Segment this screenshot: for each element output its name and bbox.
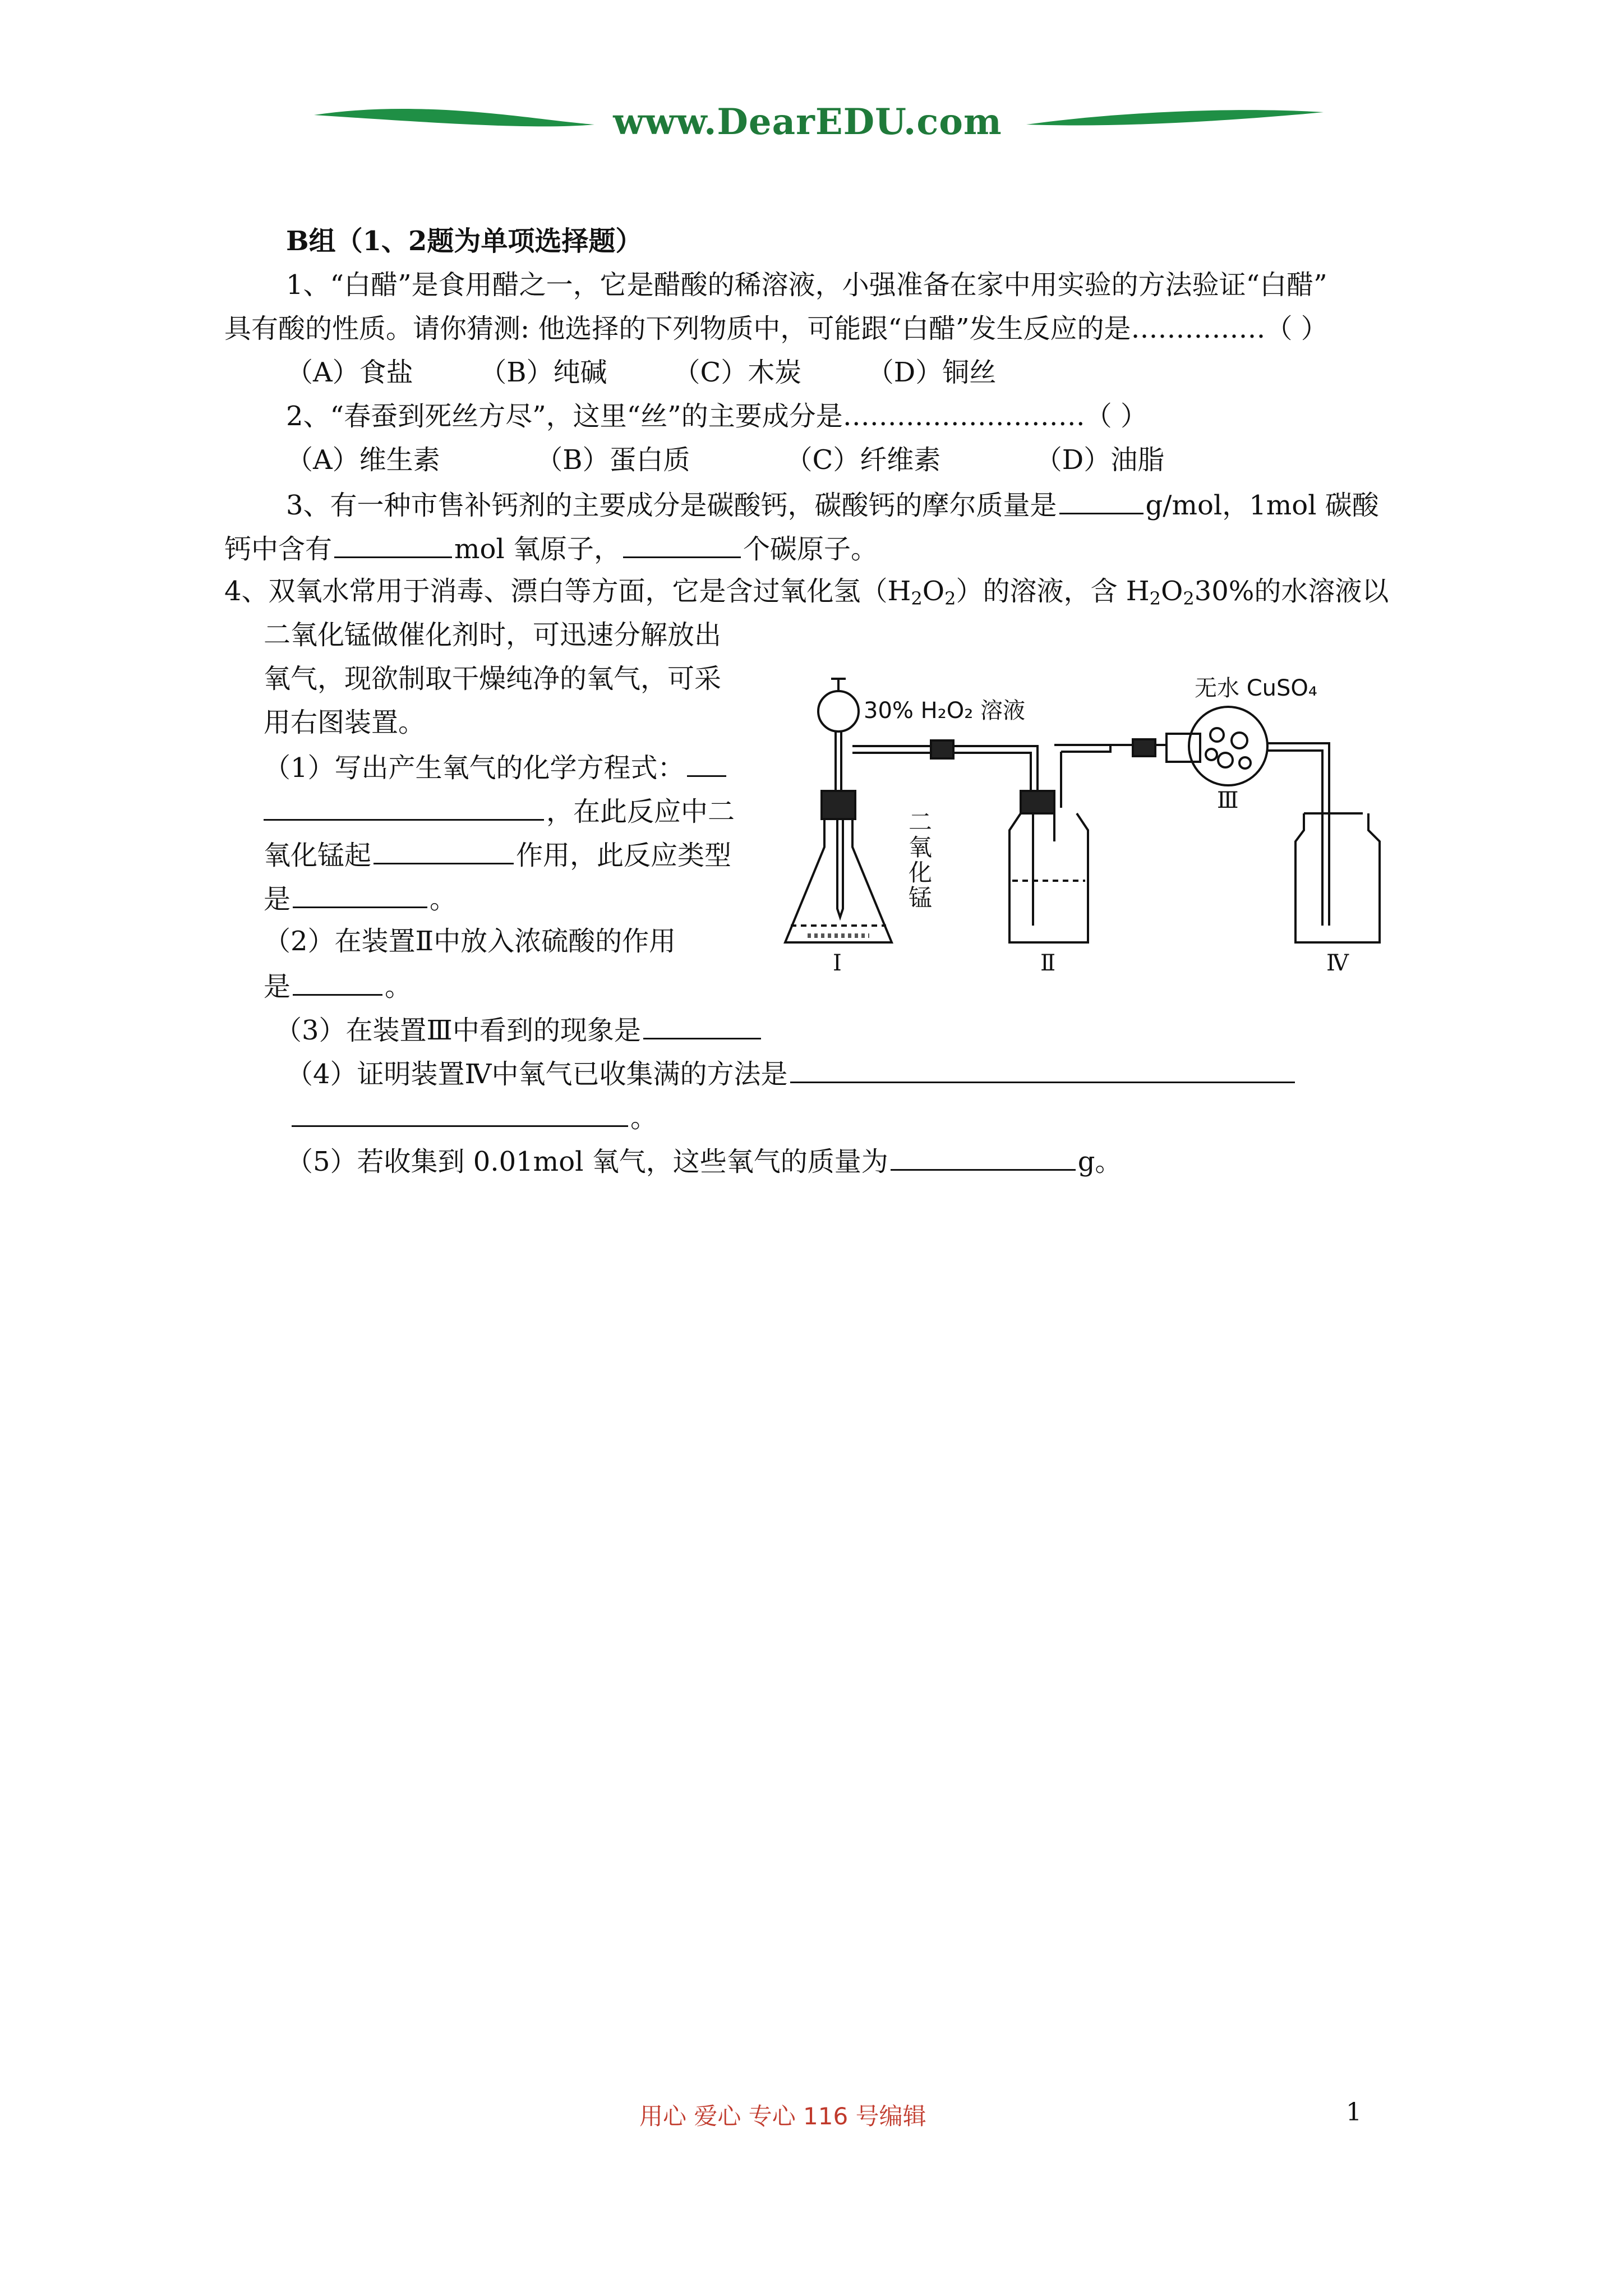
q1-option-b: （B）纯碱 xyxy=(479,357,607,388)
logo-swoosh-left xyxy=(314,109,594,126)
q2-option-d: （D）油脂 xyxy=(1035,444,1165,476)
q4-line3: 氧气，现欲制取干燥纯净的氧气，可采 xyxy=(264,663,722,694)
q4-line4: 用右图装置。 xyxy=(264,707,426,738)
tube-joint-2 xyxy=(1133,739,1155,756)
q1-option-c: （C）木炭 xyxy=(673,357,802,388)
q4-s2-line2 xyxy=(264,968,412,1004)
q4-s2-text-b: 是 xyxy=(264,971,291,1002)
q4-intro-c: ）的溶液，含 H xyxy=(956,576,1150,607)
q3-text-5: 个碳原子。 xyxy=(743,533,878,565)
device-4-collection-bottle xyxy=(1295,813,1380,942)
q2-line1: 2、“春蚕到死丝方尽”，这里“丝”的主要成分是………………………（ ） xyxy=(286,401,1147,432)
q4-s2-line1: （2）在装置Ⅱ中放入浓硫酸的作用 xyxy=(264,926,676,957)
label-h2o2-solution: 30% H₂O₂ 溶液 xyxy=(864,698,1025,724)
q1-option-d: （D）铜丝 xyxy=(866,357,997,388)
q1-options xyxy=(286,356,996,389)
q4-s1-blank-role[interactable] xyxy=(374,837,514,864)
q4-s1-text-e: 是 xyxy=(264,884,291,915)
header-logo xyxy=(0,0,1623,168)
label-mno2-2: 氧 xyxy=(909,834,933,861)
q4-intro xyxy=(224,574,1389,615)
q3-blank-oxygen-atoms[interactable] xyxy=(334,531,452,558)
q2-option-a: （A）维生素 xyxy=(286,444,440,476)
q4-s4-text: （4）证明装置Ⅳ中氧气已收集满的方法是 xyxy=(286,1059,788,1090)
q4-sub-3: 2 xyxy=(1149,588,1161,609)
q3-text-2: g/mol，1mol 碳酸 xyxy=(1145,490,1379,521)
q4-sub-1: 2 xyxy=(911,588,923,609)
q4-line2: 二氧化锰做催化剂时，可迅速分解放出 xyxy=(264,619,722,651)
device-2-bottle xyxy=(1009,745,1110,942)
label-cuso4: 无水 CuSO₄ xyxy=(1195,675,1317,701)
section-title: B组（1、2题为单项选择题） xyxy=(286,226,643,257)
q2-option-c: （C）纤维素 xyxy=(785,444,941,476)
q4-s1-blank-reaction-type[interactable] xyxy=(293,881,427,908)
label-mno2-4: 锰 xyxy=(909,884,933,912)
q4-intro-d: O xyxy=(1160,576,1183,607)
q4-s1-blank-equation-start[interactable] xyxy=(687,749,726,777)
q4-s4-blank-method-cont[interactable] xyxy=(292,1099,628,1127)
q4-s2-text-c: 。 xyxy=(385,971,412,1002)
apparatus-figure xyxy=(774,662,1391,976)
label-mno2-1: 二 xyxy=(909,808,933,836)
q4-sub-4: 2 xyxy=(1183,588,1195,609)
q4-s1-text-b: ，在此反应中二 xyxy=(546,796,735,827)
q1-option-a: （A）食盐 xyxy=(286,357,413,388)
q4-s4-end: 。 xyxy=(630,1102,658,1134)
q2-option-b: （B）蛋白质 xyxy=(536,444,690,476)
q3-text-4: mol 氧原子， xyxy=(454,533,621,565)
separatory-funnel-bulb xyxy=(818,691,859,731)
q3-blank-molar-mass[interactable] xyxy=(1059,487,1144,514)
q3-blank-carbon-atoms[interactable] xyxy=(623,531,741,558)
q4-intro-e: 30%的水溶液以 xyxy=(1194,576,1389,607)
q4-s5-text-a: （5）若收集到 0.01mol 氧气，这些氧气的质量为 xyxy=(286,1146,888,1177)
q4-s1-text-a: （1）写出产生氧气的化学方程式： xyxy=(264,752,685,784)
q4-s1-text-c: 氧化锰起 xyxy=(264,840,372,871)
label-device-1: Ⅰ xyxy=(833,950,842,976)
q4-s2-blank-purpose[interactable] xyxy=(293,968,382,996)
q4-s1-line4 xyxy=(264,881,457,916)
flask-1-stopper xyxy=(822,791,855,819)
q4-s1-text-d: 作用，此反应类型 xyxy=(516,840,732,871)
q4-s4-line1 xyxy=(286,1056,1297,1091)
q4-intro-b: O xyxy=(922,576,945,607)
label-device-2: Ⅱ xyxy=(1040,950,1056,976)
tube-joint-1 xyxy=(931,740,953,758)
q4-s4-blank-method[interactable] xyxy=(790,1056,1295,1083)
q4-s3-line xyxy=(275,1012,763,1047)
label-device-3: Ⅲ xyxy=(1217,788,1239,813)
q2-options xyxy=(286,443,1164,477)
bottle-2-body xyxy=(1009,813,1088,942)
q3-text-1: 3、有一种市售补钙剂的主要成分是碳酸钙，碳酸钙的摩尔质量是 xyxy=(286,490,1057,521)
q1-line1: 1、“白醋”是食用醋之一，它是醋酸的稀溶液，小强准备在家中用实验的方法验证“白醋” xyxy=(286,269,1327,301)
q4-s4-line2 xyxy=(292,1099,657,1135)
q3-line2 xyxy=(224,531,878,566)
q4-s1-blank-equation[interactable] xyxy=(264,793,544,821)
q4-s5-line xyxy=(286,1143,1122,1179)
label-device-4: Ⅳ xyxy=(1326,950,1349,976)
q4-s5-text-b: g。 xyxy=(1077,1146,1122,1177)
label-mno2-3: 化 xyxy=(909,859,933,886)
q4-sub-2: 2 xyxy=(944,588,956,609)
logo-text: www.DearEDU.com xyxy=(613,101,1002,143)
q4-s3-text: （3）在装置Ⅲ中看到的现象是 xyxy=(275,1015,641,1046)
q4-s1-line2 xyxy=(264,793,735,829)
q4-s1-line3 xyxy=(264,837,731,872)
logo-swoosh-right xyxy=(1026,110,1324,125)
q4-s3-blank-phenomenon[interactable] xyxy=(643,1012,761,1039)
q4-intro-a: 4、双氧水常用于消毒、漂白等方面，它是含过氧化氢（H xyxy=(224,576,911,607)
q4-s5-blank-mass[interactable] xyxy=(891,1143,1076,1171)
q4-s1-line1 xyxy=(264,749,728,785)
q4-s1-text-f: 。 xyxy=(430,884,457,915)
q3-line1 xyxy=(286,487,1379,522)
page-number: 1 xyxy=(1346,2098,1362,2127)
footer-text: 用心 爱心 专心 116 号编辑 xyxy=(639,2102,926,2130)
q3-text-3: 钙中含有 xyxy=(224,533,333,565)
q1-line2: 具有酸的性质。请你猜测: 他选择的下列物质中，可能跟“白醋”发生反应的是……………（ ） xyxy=(224,313,1328,344)
